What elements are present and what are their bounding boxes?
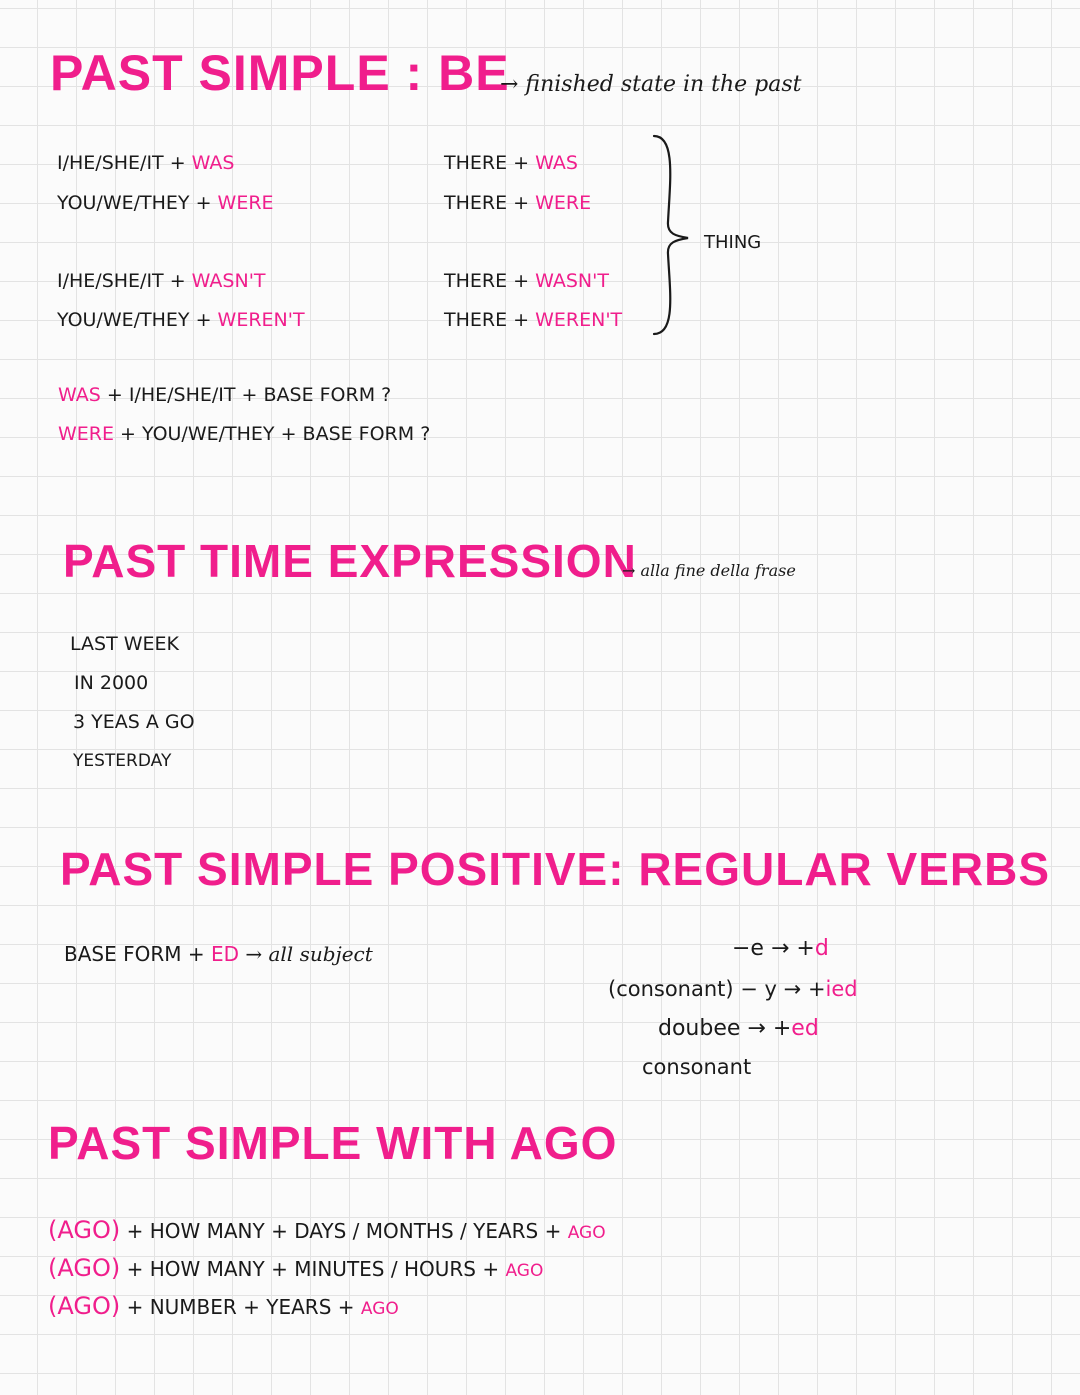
be-left-verb: WERE <box>217 192 274 214</box>
section1-arrow-note: → finished state in the past <box>500 72 802 97</box>
be-left-row <box>57 152 234 174</box>
question-row <box>58 423 430 445</box>
spelling-ending: ed <box>791 1016 819 1041</box>
question-row <box>58 384 391 406</box>
spelling-left: doubee → <box>658 1016 766 1041</box>
ago-rest: + NUMBER + YEARS + <box>126 1295 355 1319</box>
spelling-row <box>608 977 858 1001</box>
spelling-left: consonant <box>642 1055 752 1079</box>
be-left-row <box>57 309 305 331</box>
be-right-verb: WERE <box>535 192 592 214</box>
section2-arrow-note: → alla fine della frase <box>622 561 796 580</box>
time-expression-item: IN 2000 <box>74 672 149 694</box>
regular-rule <box>64 942 373 966</box>
ago-rest: + HOW MANY + MINUTES / HOURS + <box>126 1257 500 1281</box>
spelling-plus: + <box>772 1016 792 1041</box>
time-expression-item: LAST WEEK <box>70 633 179 655</box>
time-expression-item: YESTERDAY <box>73 751 172 771</box>
be-left-subject: I/HE/SHE/IT + <box>57 152 186 174</box>
be-left-verb: WAS <box>191 152 235 174</box>
ago-row <box>48 1216 606 1244</box>
spelling-plus: + <box>796 936 815 961</box>
be-right-subject: THERE + <box>444 152 530 174</box>
question-rest: + I/HE/SHE/IT + BASE FORM ? <box>106 384 392 406</box>
section4-title: PAST SIMPLE WITH AGO <box>48 1117 618 1169</box>
spelling-left: (consonant) − y → <box>608 977 802 1001</box>
be-left-row <box>57 270 266 292</box>
spelling-left: −e → <box>732 936 790 961</box>
be-right-subject: THERE + <box>444 309 530 331</box>
question-verb: WERE <box>58 423 114 445</box>
be-left-verb: WEREN'T <box>217 309 305 331</box>
ago-end: AGO <box>505 1261 544 1281</box>
ago-end: AGO <box>360 1299 399 1319</box>
be-left-subject: YOU/WE/THEY + <box>57 309 212 331</box>
rule-note: → all subject <box>245 942 373 966</box>
ago-prefix: (AGO) <box>48 1216 121 1244</box>
be-right-verb: WAS <box>535 152 578 174</box>
question-rest: + YOU/WE/THEY + BASE FORM ? <box>120 423 431 445</box>
rule-ending: ED <box>210 942 240 966</box>
section1-title: PAST SIMPLE : BE <box>50 45 510 101</box>
question-verb: WAS <box>58 384 101 406</box>
spelling-row <box>732 936 829 961</box>
be-right-row <box>444 152 578 174</box>
curly-brace-icon <box>646 132 696 338</box>
spelling-row <box>642 1055 751 1079</box>
ago-prefix: (AGO) <box>48 1254 121 1282</box>
be-right-subject: THERE + <box>444 192 530 214</box>
spelling-ending: ied <box>825 977 858 1001</box>
ago-row <box>48 1254 543 1282</box>
be-left-verb: WASN'T <box>191 270 266 292</box>
be-right-verb: WASN'T <box>535 270 609 292</box>
section3-title: PAST SIMPLE POSITIVE: REGULAR VERBS <box>60 843 1051 895</box>
ago-end: AGO <box>567 1223 606 1243</box>
section2-title: PAST TIME EXPRESSION <box>63 535 637 587</box>
be-right-row <box>444 270 609 292</box>
spelling-row <box>658 1016 819 1041</box>
be-right-row <box>444 192 591 214</box>
ago-prefix: (AGO) <box>48 1292 121 1320</box>
ago-row <box>48 1292 399 1320</box>
be-right-subject: THERE + <box>444 270 530 292</box>
be-left-subject: I/HE/SHE/IT + <box>57 270 186 292</box>
be-left-row <box>57 192 274 214</box>
brace-label: THING <box>704 232 762 253</box>
time-expression-item: 3 YEAS A GO <box>73 711 195 733</box>
spelling-ending: d <box>814 936 829 961</box>
ago-rest: + HOW MANY + DAYS / MONTHS / YEARS + <box>126 1219 562 1243</box>
be-right-verb: WEREN'T <box>535 309 623 331</box>
be-right-row <box>444 309 622 331</box>
spelling-plus: + <box>807 977 826 1001</box>
rule-base: BASE FORM + <box>64 942 205 966</box>
be-left-subject: YOU/WE/THEY + <box>57 192 212 214</box>
